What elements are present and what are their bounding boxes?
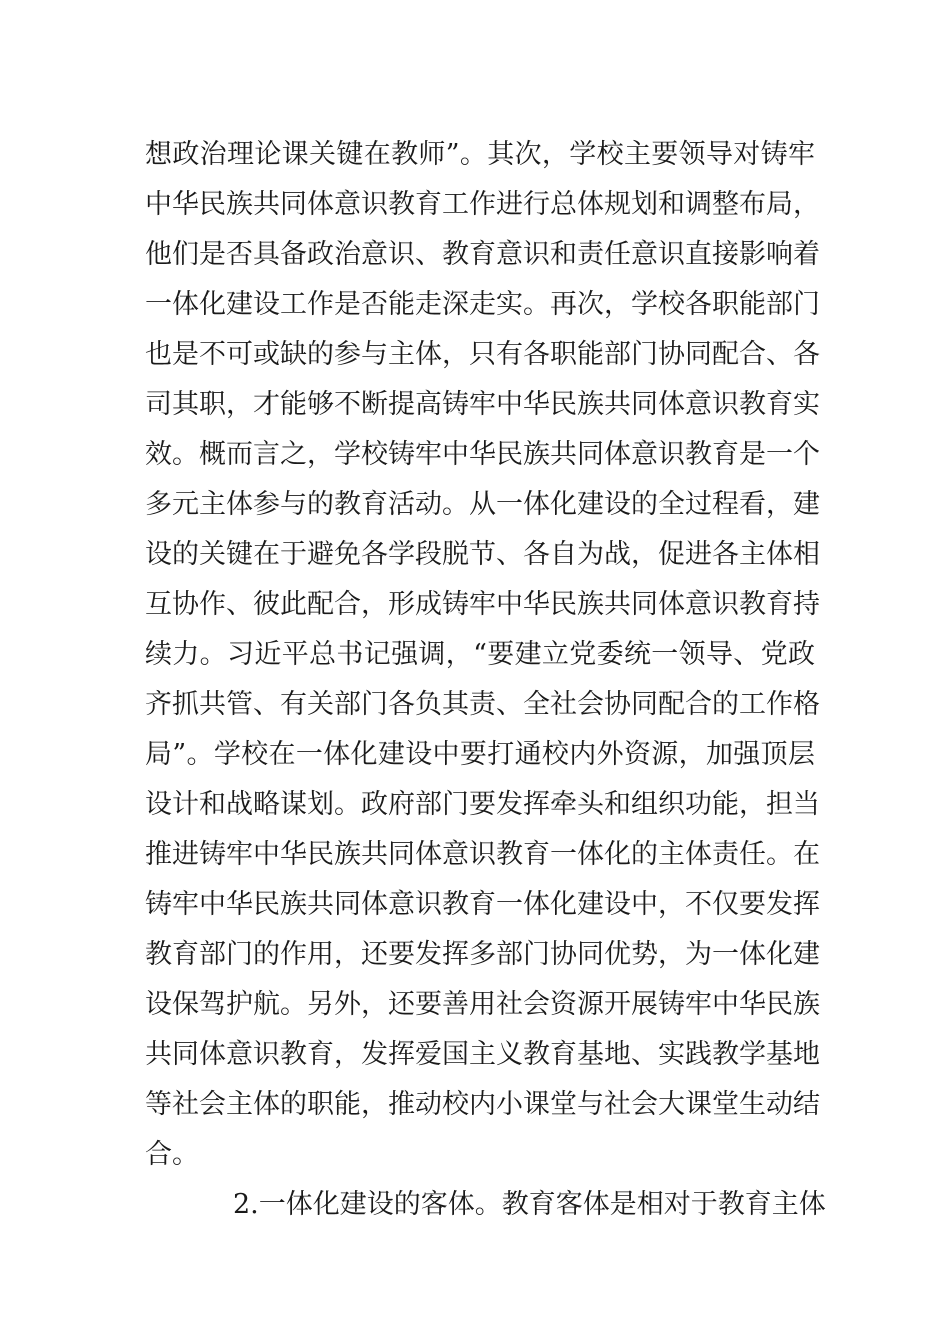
text-line: 续力。习近平总书记强调，“要建立党委统一领导、党政 [145, 639, 815, 670]
paragraph [145, 130, 820, 1180]
text-line: 教育部门的作用，还要发挥多部门协同优势，为一体化建 [145, 939, 820, 970]
text-line: 中华民族共同体意识教育工作进行总体规划和调整布局， [145, 189, 820, 220]
text-line: 互协作、彼此配合，形成铸牢中华民族共同体意识教育持 [145, 589, 820, 620]
text-line: 司其职，才能够不断提高铸牢中华民族共同体意识教育实 [145, 389, 820, 420]
text-line: 局”。学校在一体化建设中要打通校内外资源，加强顶层 [145, 739, 815, 770]
text-line: 2.一体化建设的客体。教育客体是相对于教育主体 [233, 1189, 826, 1220]
text-line: 效。概而言之，学校铸牢中华民族共同体意识教育是一个 [145, 439, 820, 470]
text-line: 多元主体参与的教育活动。从一体化建设的全过程看，建 [145, 489, 820, 520]
text-line: 他们是否具备政治意识、教育意识和责任意识直接影响着 [145, 239, 820, 270]
text-line: 设保驾护航。另外，还要善用社会资源开展铸牢中华民族 [145, 989, 820, 1020]
text-line: 合。 [145, 1139, 199, 1170]
text-line: 设计和战略谋划。政府部门要发挥牵头和组织功能，担当 [145, 789, 820, 820]
text-line: 想政治理论课关键在教师”。其次，学校主要领导对铸牢 [145, 139, 815, 170]
text-line: 一体化建设工作是否能走深走实。再次，学校各职能部门 [145, 289, 820, 320]
document-body [145, 130, 826, 1230]
text-line: 铸牢中华民族共同体意识教育一体化建设中，不仅要发挥 [145, 889, 820, 920]
text-line: 也是不可或缺的参与主体，只有各职能部门协同配合、各 [145, 339, 820, 370]
text-line: 共同体意识教育，发挥爱国主义教育基地、实践教学基地 [145, 1039, 820, 1070]
text-line: 推进铸牢中华民族共同体意识教育一体化的主体责任。在 [145, 839, 820, 870]
text-line: 设的关键在于避免各学段脱节、各自为战，促进各主体相 [145, 539, 820, 570]
text-line: 齐抓共管、有关部门各负其责、全社会协同配合的工作格 [145, 689, 820, 720]
paragraph [145, 1180, 826, 1230]
text-line: 等社会主体的职能，推动校内小课堂与社会大课堂生动结 [145, 1089, 820, 1120]
